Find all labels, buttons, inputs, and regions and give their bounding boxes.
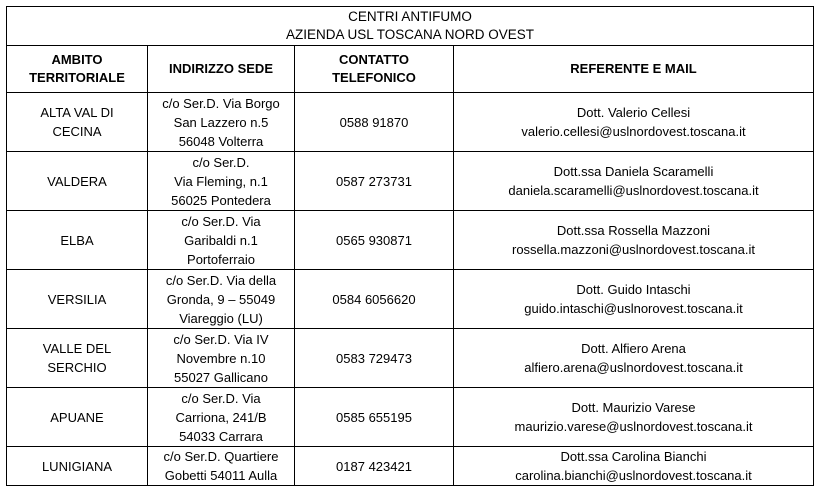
- table-row: [7, 388, 814, 447]
- telefono-cell: 0584 6056620: [295, 270, 454, 329]
- referente-name: Dott.ssa Daniela Scaramelli: [553, 164, 714, 179]
- indirizzo-cell-line: Viareggio (LU): [179, 310, 263, 326]
- referente-cell: [454, 93, 814, 152]
- indirizzo-cell-line: San Lazzero n.5: [173, 114, 269, 130]
- indirizzo-cell: [148, 447, 295, 486]
- indirizzo-cell: [148, 211, 295, 270]
- indirizzo-cell-line: c/o Ser.D.: [192, 154, 250, 170]
- ambito-cell: [7, 388, 148, 447]
- ambito-cell-line: VALDERA: [47, 173, 107, 189]
- telefono-cell: 0583 729473: [295, 329, 454, 388]
- indirizzo-cell: [148, 329, 295, 388]
- table-row: [7, 93, 814, 152]
- indirizzo-cell-line: c/o Ser.D. Via IV: [173, 331, 269, 347]
- referente-email[interactable]: maurizio.varese@uslnordovest.toscana.it: [514, 419, 753, 434]
- referente-cell: [454, 211, 814, 270]
- ambito-cell-line: ELBA: [60, 232, 94, 248]
- referente-name: Dott. Valerio Cellesi: [576, 105, 691, 120]
- telefono-cell: 0187 423421: [295, 447, 454, 486]
- ambito-cell-line: SERCHIO: [47, 360, 107, 375]
- referente-email[interactable]: guido.intaschi@uslnorovest.toscana.it: [524, 301, 743, 316]
- referente-cell: [454, 388, 814, 447]
- indirizzo-cell-line: 56025 Pontedera: [171, 192, 271, 208]
- referente-cell: [454, 152, 814, 211]
- referente-email[interactable]: rossella.mazzoni@uslnordovest.toscana.it: [512, 242, 755, 257]
- indirizzo-cell: [148, 93, 295, 152]
- indirizzo-cell: [148, 270, 295, 329]
- indirizzo-cell: [148, 388, 295, 447]
- referente-cell: [454, 270, 814, 329]
- table-row: [7, 329, 814, 388]
- referente-email[interactable]: alfiero.arena@uslnordovest.toscana.it: [524, 360, 743, 375]
- table-row: [7, 447, 814, 486]
- telefono-cell: 0588 91870: [295, 93, 454, 152]
- ambito-cell: [7, 447, 148, 486]
- ambito-cell-line: ALTA VAL DI: [40, 105, 114, 120]
- table-row: [7, 211, 814, 270]
- referente-name: Dott. Alfiero Arena: [581, 341, 686, 356]
- indirizzo-cell-line: Carriona, 241/B: [175, 409, 267, 425]
- ambito-cell: [7, 329, 148, 388]
- indirizzo-cell-line: c/o Ser.D. Via: [181, 213, 261, 229]
- indirizzo-cell-line: Gobetti 54011 Aulla: [164, 468, 278, 483]
- header-contatto: [295, 46, 454, 93]
- table-row: [7, 152, 814, 211]
- header-contatto-line-2: TELEFONICO: [332, 70, 416, 85]
- telefono-cell: 0565 930871: [295, 211, 454, 270]
- telefono-cell: 0585 655195: [295, 388, 454, 447]
- referente-cell: [454, 329, 814, 388]
- indirizzo-cell-line: Via Fleming, n.1: [174, 173, 268, 189]
- table-row: [7, 270, 814, 329]
- ambito-cell: [7, 93, 148, 152]
- indirizzo-cell-line: Novembre n.10: [176, 350, 266, 366]
- indirizzo-cell-line: Portoferraio: [187, 251, 255, 267]
- header-ambito: [7, 46, 148, 93]
- indirizzo-cell-line: 55027 Gallicano: [174, 369, 268, 385]
- ambito-cell: [7, 270, 148, 329]
- indirizzo-cell-line: c/o Ser.D. Via Borgo: [162, 95, 280, 111]
- referente-name: Dott. Maurizio Varese: [571, 400, 696, 415]
- title-line-1: CENTRI ANTIFUMO: [348, 9, 472, 24]
- indirizzo-cell-line: Garibaldi n.1: [184, 232, 258, 248]
- indirizzo-cell: [148, 152, 295, 211]
- ambito-cell-line: VERSILIA: [47, 291, 107, 307]
- header-ambito-line-2: TERRITORIALE: [29, 70, 125, 85]
- referente-email[interactable]: carolina.bianchi@uslnordovest.toscana.it: [515, 468, 752, 483]
- referente-name: Dott.ssa Rossella Mazzoni: [556, 223, 711, 238]
- header-row: [7, 46, 814, 93]
- referente-name: Dott.ssa Carolina Bianchi: [560, 449, 707, 464]
- header-ambito-line-1: AMBITO: [51, 52, 103, 67]
- referente-email[interactable]: daniela.scaramelli@uslnordovest.toscana.it: [508, 183, 759, 198]
- indirizzo-cell-line: 54033 Carrara: [179, 428, 263, 444]
- referente-email[interactable]: valerio.cellesi@uslnordovest.toscana.it: [521, 124, 746, 139]
- indirizzo-cell-line: Gronda, 9 – 55049: [166, 291, 276, 307]
- title-line-2: AZIENDA USL TOSCANA NORD OVEST: [285, 27, 535, 42]
- indirizzo-cell-line: c/o Ser.D. Via della: [165, 272, 277, 288]
- header-contatto-line-1: CONTATTO: [338, 52, 410, 67]
- ambito-cell: [7, 152, 148, 211]
- ambito-cell: [7, 211, 148, 270]
- indirizzo-cell-line: c/o Ser.D. Quartiere: [163, 449, 279, 464]
- table-title: [7, 7, 814, 46]
- header-indirizzo: INDIRIZZO SEDE: [148, 46, 295, 93]
- centri-antifumo-table: [6, 6, 814, 486]
- referente-cell: [454, 447, 814, 486]
- indirizzo-cell-line: c/o Ser.D. Via: [181, 390, 261, 406]
- referente-name: Dott. Guido Intaschi: [576, 282, 691, 297]
- ambito-cell-line: APUANE: [50, 409, 104, 425]
- telefono-cell: 0587 273731: [295, 152, 454, 211]
- ambito-cell-line: VALLE DEL: [42, 341, 112, 356]
- header-referente: REFERENTE E MAIL: [454, 46, 814, 93]
- ambito-cell-line: CECINA: [52, 124, 102, 139]
- ambito-cell-line: LUNIGIANA: [41, 458, 113, 474]
- indirizzo-cell-line: 56048 Volterra: [178, 133, 264, 149]
- title-row: [7, 7, 814, 46]
